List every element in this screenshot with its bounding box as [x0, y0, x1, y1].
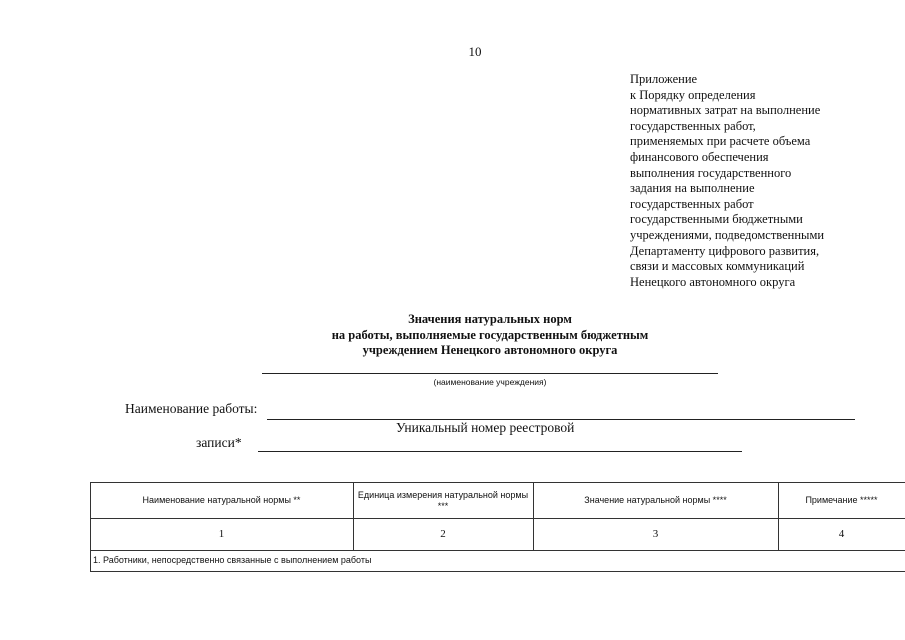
column-divider: [90, 483, 91, 518]
column-number: 1: [218, 528, 225, 540]
header-value: Значение натуральной нормы ****: [584, 495, 727, 505]
norms-table: [90, 482, 905, 572]
table-number-row: [90, 518, 905, 550]
appendix-line: Ненецкого автономного округа: [630, 274, 796, 289]
appendix-line: Департаменту цифрового развития,: [630, 243, 820, 258]
title-line-1: Значения натуральных норм: [408, 312, 572, 326]
column-divider: [90, 551, 91, 571]
registry-label-part1: Уникальный номер реестровой: [396, 420, 575, 435]
table-section-row: [90, 550, 905, 572]
work-name-label: Наименование работы:: [125, 401, 258, 416]
appendix-line: государственных работ: [630, 196, 754, 211]
header-unit: Единица измерения натуральной нормы ***: [357, 489, 529, 511]
column-divider: [778, 483, 779, 518]
title-line-2: на работы, выполняемые государственным бюджетным: [331, 327, 649, 342]
appendix-line: связи и массовых коммуникаций: [630, 259, 805, 274]
column-divider: [533, 519, 534, 550]
appendix-line: нормативных затрат на выполнение: [630, 103, 821, 118]
column-number: 3: [652, 528, 659, 540]
appendix-line: к Порядку определения: [630, 87, 756, 102]
column-divider: [90, 519, 91, 550]
appendix-line: учреждениями, подведомственными: [630, 227, 825, 242]
column-divider: [353, 519, 354, 550]
registry-label-part2: записи*: [196, 435, 242, 450]
table-header-row: [90, 482, 905, 518]
appendix-line: выполнения государственного: [630, 165, 792, 180]
institution-blank-line: [262, 373, 718, 374]
column-divider: [778, 519, 779, 550]
column-divider: [533, 483, 534, 518]
registry-blank-line: [258, 451, 742, 452]
appendix-line: применяемых при расчете объема: [630, 134, 811, 149]
appendix-line: Приложение: [630, 72, 698, 86]
section-heading: 1. Работники, непосредственно связанные с выполнением работы: [93, 555, 372, 565]
appendix-line: государственными бюджетными: [630, 212, 803, 227]
appendix-line: государственных работ,: [630, 118, 756, 133]
appendix-line: задания на выполнение: [630, 181, 755, 196]
appendix-block: [630, 72, 900, 290]
column-number: 4: [838, 528, 845, 540]
page-number: 10: [468, 44, 482, 59]
title-line-3: учреждением Ненецкого автономного округа: [362, 343, 618, 357]
institution-caption: (наименование учреждения): [433, 377, 547, 387]
header-note: Примечание *****: [805, 495, 878, 505]
document-title: [220, 312, 760, 359]
column-divider: [353, 483, 354, 518]
appendix-line: финансового обеспечения: [630, 149, 769, 164]
column-number: 2: [440, 528, 446, 540]
header-norm-name: Наименование натуральной нормы **: [142, 495, 301, 505]
